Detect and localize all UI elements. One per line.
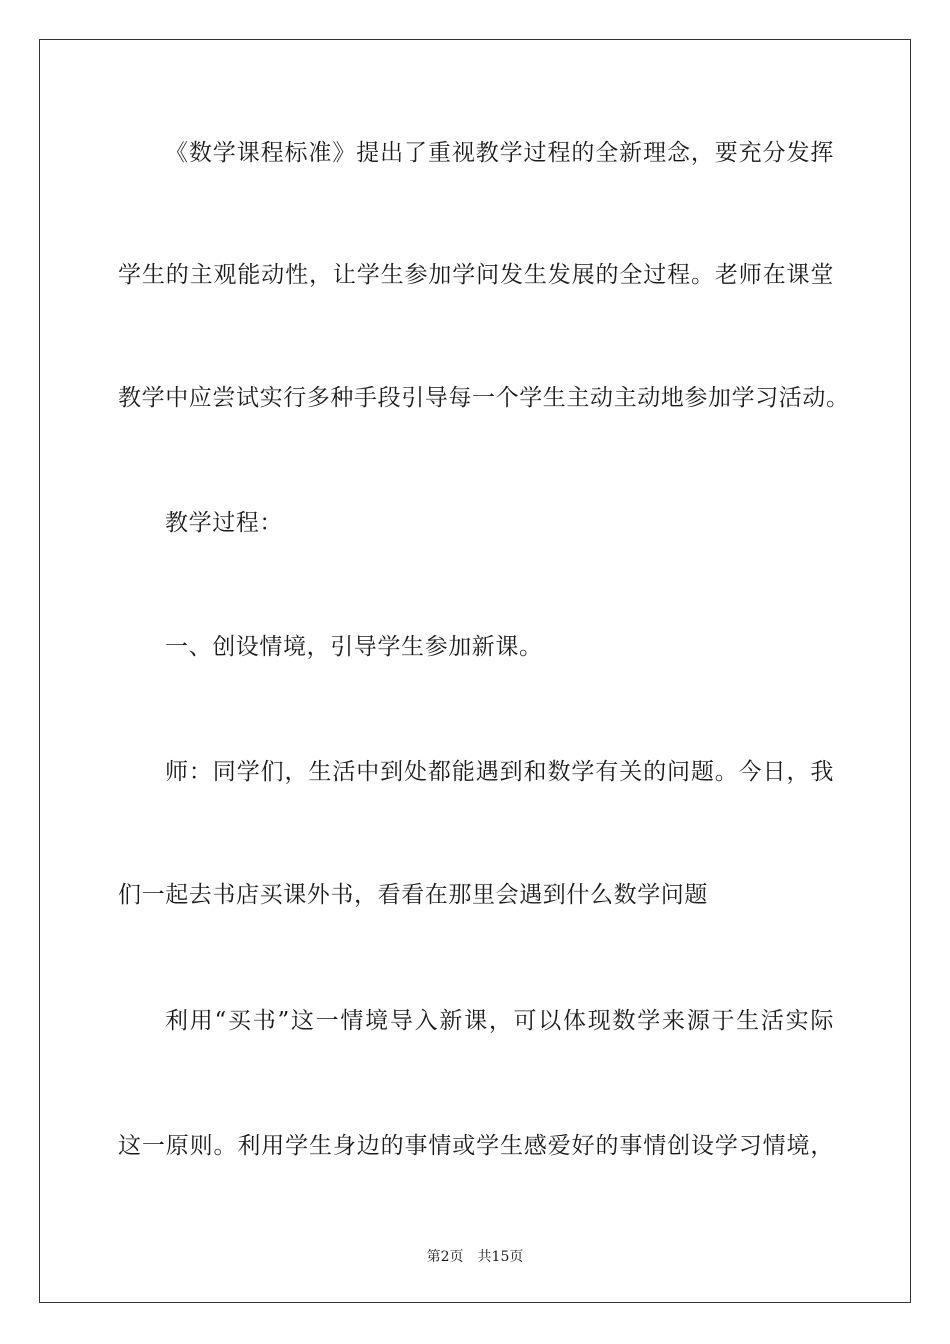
paragraph-line-8: 利用“买书”这一情境导入新课，可以体现数学来源于生活实际 <box>165 1008 834 1034</box>
section-heading-teaching-process: 教学过程： <box>165 510 283 536</box>
paragraph-line-2: 学生的主观能动性，让学生参加学问发生发展的全过程。老师在课堂 <box>118 262 834 288</box>
paragraph-line-1: 《数学课程标准》提出了重视教学过程的全新理念，要充分发挥 <box>165 140 834 166</box>
paragraph-line-3: 教学中应尝试实行多种手段引导每一个学生主动主动地参加学习活动。 <box>118 385 850 411</box>
page-border <box>39 39 911 1303</box>
section-heading-step-one: 一、创设情境，引导学生参加新课。 <box>165 634 543 660</box>
paragraph-line-9: 这一原则。利用学生身边的事情或学生感爱好的事情创设学习情境， <box>118 1133 834 1159</box>
paragraph-line-7: 们一起去书店买课外书，看看在那里会遇到什么数学问题 <box>118 882 708 908</box>
paragraph-line-6: 师：同学们，生活中到处都能遇到和数学有关的问题。今日，我 <box>165 759 834 785</box>
page-total: 共15页 <box>477 1249 524 1265</box>
page-footer <box>0 1248 950 1266</box>
page-number: 第2页 <box>426 1249 464 1265</box>
